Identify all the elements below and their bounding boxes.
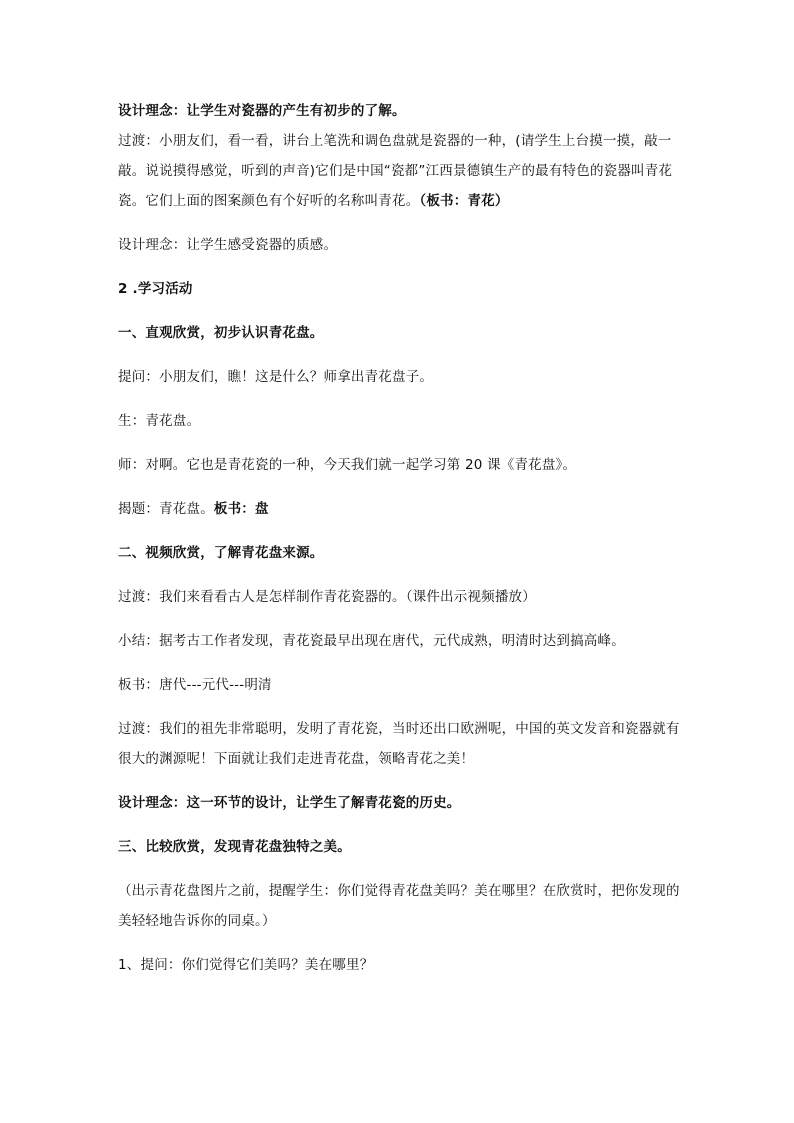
- student-answer: 生：青花盘。: [118, 413, 201, 429]
- summary-paragraph: 小结：据考古工作者发现，青花瓷最早出现在唐代，元代成熟，明清时达到搞高峰。: [118, 633, 625, 649]
- teacher-reply: 师：对啊。它也是青花瓷的一种，今天我们就一起学习第 20 课《青花盘》。: [118, 457, 577, 473]
- topic-text: 揭题：青花盘。: [118, 501, 214, 517]
- design-concept-1: 设计理念：让学生对瓷器的产生有初步的了解。: [118, 103, 406, 119]
- question-paragraph: 提问：小朋友们，瞧！这是什么？师拿出青花盘子。: [118, 369, 434, 385]
- section-learning-activity: 2 .学习活动: [118, 281, 193, 297]
- design-concept-3: 设计理念：这一环节的设计，让学生了解青花瓷的历史。: [118, 795, 461, 811]
- transition-paragraph-2: 过渡：我们来看看古人是怎样制作青花瓷器的。（课件出示视频播放）: [118, 589, 536, 605]
- document-page: [118, 96, 680, 994]
- board-note-qinghua: （板书：青花）: [419, 193, 509, 209]
- board-note-dynasties: 板书：唐代---元代---明清: [118, 677, 272, 693]
- section-heading-3: 三、比较欣赏，发现青花盘独特之美。: [118, 839, 351, 855]
- transition-text: 过渡：小朋友们，看一看，讲台上笔洗和调色盘就是瓷器的一种，(请学生上台摸一摸，敲一敲。说说摸得感觉，听到的声音)它们是中国“瓷都”江西景德镇生产的最有特色的瓷器叫青花瓷。它们上面的图案颜色有个好听的名称叫青花。: [118, 133, 673, 209]
- section-heading-1: 一、直观欣赏，初步认识青花盘。: [118, 325, 324, 341]
- topic-reveal: [118, 494, 680, 524]
- design-concept-2: 设计理念：让学生感受瓷器的质感。: [118, 237, 338, 253]
- transition-paragraph-3: 过渡：我们的祖先非常聪明，发明了青花瓷，当时还出口欧洲呢，中国的英文发音和瓷器就有很大的渊源呢！下面就让我们走进青花盘，领略青花之美！: [118, 721, 680, 767]
- board-note-pan: 板书：盘: [213, 501, 269, 517]
- question-item-1: 1、提问：你们觉得它们美吗？美在哪里？: [118, 957, 374, 973]
- transition-paragraph-1: [118, 126, 680, 216]
- section-heading-2: 二、视频欣赏，了解青花盘来源。: [118, 545, 324, 561]
- reminder-paragraph: （出示青花盘图片之前，提醒学生：你们觉得青花盘美吗？美在哪里？在欣赏时，把你发现的美轻轻地告诉你的同桌。）: [118, 883, 680, 929]
